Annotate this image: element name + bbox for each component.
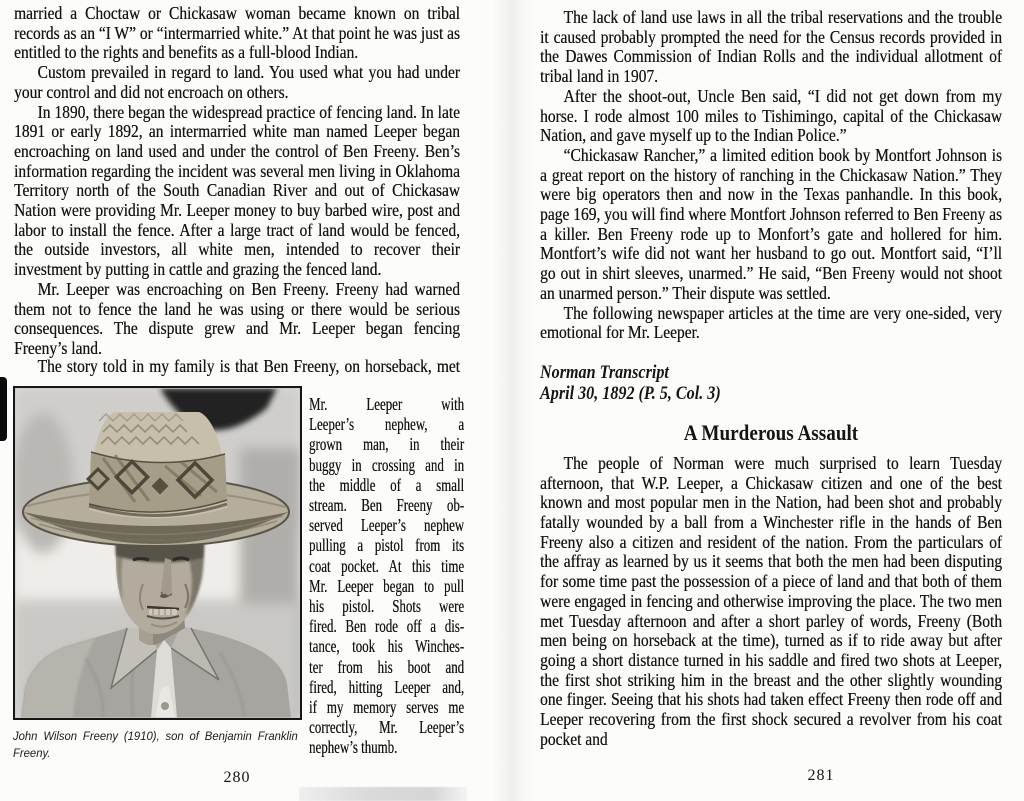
- photo-caption: [13, 728, 298, 761]
- paragraph: After the shoot-out, Uncle Ben said, “I did not get down from my horse. I rode almost 100 miles to Tishimingo, capital of the Chickasaw Nation, and gave myself up to the Indian Police.”: [540, 85, 1003, 146]
- paragraph: married a Choctaw or Chickasaw woman became known on tribal records as an “I W” or “intermarried white.” At that point he was just as entitled to the rights and benefits as a full-blood Indian.: [14, 4, 460, 63]
- scan-bottom-shadow: [299, 787, 467, 801]
- paragraph: In 1890, there began the widespread practice of fencing land. In late 1891 or early 1892, an intermarried white man named Leeper began encroaching on land used and under the control of Ben Freeny. Ben’s information regarding the incident was several men living in Oklahoma Territory north of the South Canadian River and out of Chickasaw Nation were providing Mr. Leeper money to buy barbed wire, post and labor to install the fence. After a large tract of land would be fenced, the outside investors, all white men, intended to recover their investment by putting in cattle and grazing the fenced land.: [14, 101, 460, 280]
- paragraph: “Chickasaw Rancher,” a limited edition book by Montfort Johnson is a great report on the history of ranching in the Chickasaw Nation.” They were big operators then and now in the Texas panhandle. In this book, page 169, you will find where Montfort Johnson referred to Ben Freeny as a killer. Ben Freeny rode up to Monfort’s gate and hollered for him. Montfort’s wife did not want her husband to go out. Montfort said, “I’ll go out in shirt sleeves, unarmed.” He said, “Ben Freeny would not shoot an unarmed person.” Their dispute was settled.: [540, 144, 1003, 303]
- photo-cell: [13, 386, 302, 761]
- page-number-right: 281: [807, 767, 835, 784]
- article-body: The people of Norman were much surprised to learn Tuesday afternoon, that W.P. Leeper, a Chickasaw citizen and one of the best known and most popular men in the Nation, had been shot and probably fatally wounded by a ball from a Winchester rifle in the hands of Ben Freeny also a citizen and resident of the nation. From the particulars of the affray as learned by us it seems that both the men had been disputing for some time past the possession of a piece of land and that both of them were engaged in fencing and otherwise improving the place. The two men met Tuesday afternoon and after a short parley of words, Freeny (Both men being on horseback at the time), turned as if to ride away but after going a short distance turned in his saddle and fired two shots at Leeper, the first shot striking him in the breast and the other slightly wounding one finger. Seeing that his shots had taken effect Freeny then rode off and Leeper recovering from the first shock secured a revolver from his coat pocket and: [540, 452, 1003, 749]
- photo-caption-line: John Wilson Freeny (1910), son of Benjamin Franklin: [13, 729, 298, 743]
- paragraph: The lack of land use laws in all the tribal reservations and the trouble it caused probably prompted the need for the Census records provided in the Dawes Commission of Indian Rolls and the individual allotment of tribal land in 1907.: [540, 7, 1003, 87]
- left-page-body-text: [14, 4, 460, 359]
- page-number-left: 280: [223, 769, 251, 786]
- column-line: Leeper’s nephew, a: [309, 414, 465, 435]
- column-line: nephew’s thumb.: [309, 737, 398, 758]
- citation-date: April 30, 1892 (P. 5, Col. 3): [540, 384, 721, 405]
- column-line: fired. Ben rode off a dis-: [309, 616, 465, 637]
- column-line: served Leeper’s nephew: [309, 515, 465, 536]
- column-line: his pistol. Shots were: [309, 596, 465, 617]
- left-page: [13, 4, 465, 797]
- newspaper-citation: [540, 363, 1002, 406]
- column-line: correctly, Mr. Leeper’s: [309, 717, 465, 738]
- column-line: buggy in crossing and in: [309, 454, 465, 475]
- column-line: Mr. Leeper began to pull: [309, 575, 465, 596]
- photo-caption-line: Freeny.: [13, 745, 51, 760]
- column-line: Mr. Leeper with: [309, 394, 465, 414]
- scan-edge-artifact: [0, 377, 7, 441]
- column-line: if my memory serves me: [309, 697, 465, 718]
- photo-and-wrapped-text: [13, 386, 525, 761]
- article-headline: A Murderous Assault: [683, 419, 859, 445]
- wrapped-text-column: [309, 386, 464, 758]
- right-page-body-text: [540, 8, 1002, 750]
- column-line: fired, hitting Leeper and,: [309, 676, 465, 697]
- column-line: the middle of a small: [309, 474, 465, 495]
- paragraph: The following newspaper articles at the time are very one-sided, very emotional for Mr. Leeper.: [540, 302, 1003, 343]
- right-page: [540, 8, 1002, 798]
- story-lead-line: The story told in my family is that Ben Freeny, on horseback, met: [37, 356, 460, 376]
- portrait-photo-illustration: [15, 388, 300, 718]
- paragraph: Custom prevailed in regard to land. You used what you had under your control and did not encroach on others.: [14, 62, 460, 102]
- column-line: coat pocket. At this time: [309, 555, 465, 576]
- column-line: pulling a pistol from its: [309, 535, 465, 556]
- column-line: tance, took his Winches-: [309, 636, 465, 657]
- column-line: stream. Ben Freeny ob-: [309, 495, 465, 516]
- column-line: ter from his boot and: [309, 656, 465, 677]
- citation-source: Norman Transcript: [540, 362, 669, 383]
- paragraph: Mr. Leeper was encroaching on Ben Freeny. Freeny had warned them not to fence the land he was using or there would be serious consequences. The dispute grew and Mr. Leeper began fencing Freeny’s land.: [14, 278, 460, 358]
- column-line: grown man, in their: [309, 434, 465, 455]
- portrait-photo: [13, 386, 302, 720]
